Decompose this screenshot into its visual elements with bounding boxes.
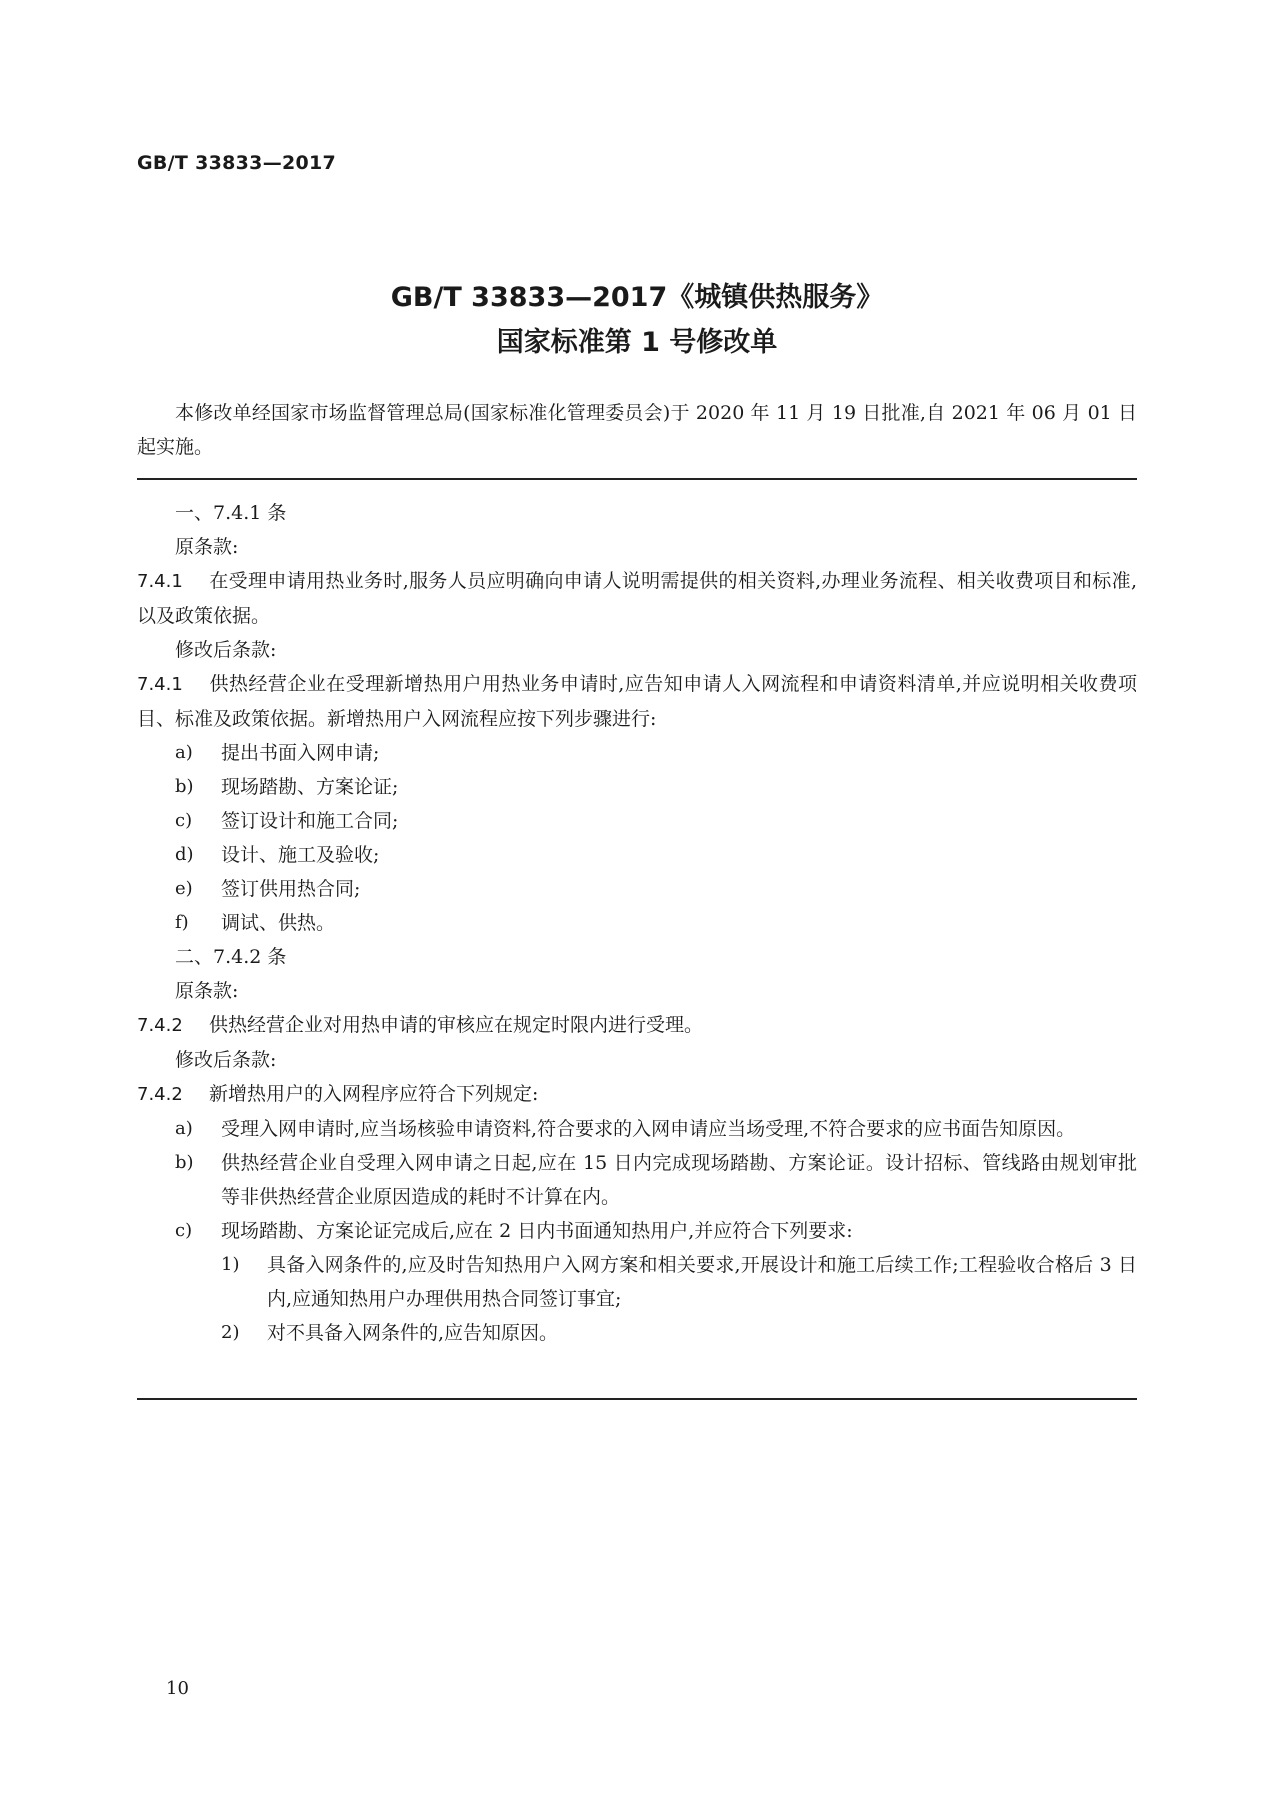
list-marker: d)	[175, 844, 194, 865]
clause-number: 7.4.1	[137, 571, 183, 592]
sub-list-text: 具备入网条件的,应及时告知热用户入网方案和相关要求,开展设计和施工后续工作;工程验收合格后 3 日内,应通知热用户办理供用热合同签订事宜;	[267, 1254, 1137, 1310]
list-item	[137, 872, 1137, 906]
list-text: 现场踏勘、方案论证;	[221, 776, 399, 798]
list-marker: b)	[175, 1152, 194, 1173]
list-text: 现场踏勘、方案论证完成后,应在 2 日内书面通知热用户,并应符合下列要求:	[221, 1220, 853, 1242]
list-text: 签订供用热合同;	[221, 878, 361, 900]
list-item	[137, 906, 1137, 940]
list-text: 调试、供热。	[221, 912, 336, 934]
document-title-line2: 国家标准第 1 号修改单	[496, 327, 778, 358]
section1-revised-label: 修改后条款:	[175, 639, 277, 661]
list-marker: f)	[175, 912, 189, 933]
list-item	[137, 1214, 1137, 1248]
sub-list-item	[137, 1316, 1137, 1350]
list-marker: a)	[175, 742, 193, 763]
list-marker: c)	[175, 810, 193, 831]
section2-revised-label: 修改后条款:	[175, 1049, 277, 1071]
clause-text: 供热经营企业在受理新增热用户用热业务申请时,应告知申请人入网流程和申请资料清单,并应说明相关收费项目、标准及政策依据。新增热用户入网流程应按下列步骤进行:	[137, 673, 1137, 730]
list-text: 签订设计和施工合同;	[221, 810, 399, 832]
section2-revised-clause	[137, 1077, 1137, 1112]
section2-original-label: 原条款:	[175, 980, 239, 1002]
sub-list-text: 对不具备入网条件的,应告知原因。	[267, 1322, 559, 1344]
section1-revised-clause	[137, 667, 1137, 736]
list-item	[137, 736, 1137, 770]
top-divider	[137, 478, 1137, 480]
list-item	[137, 1146, 1137, 1214]
sub-list-marker: 2)	[221, 1322, 240, 1343]
section2-original-clause	[137, 1008, 1137, 1043]
list-text: 提出书面入网申请;	[221, 742, 380, 764]
standard-code-header: GB/T 33833—2017	[137, 152, 337, 174]
list-text: 供热经营企业自受理入网申请之日起,应在 15 日内完成现场踏勘、方案论证。设计招标、管线路由规划审批等非供热经营企业原因造成的耗时不计算在内。	[221, 1152, 1137, 1208]
list-item	[137, 770, 1137, 804]
list-marker: e)	[175, 878, 193, 899]
section1-heading: 一、7.4.1 条	[175, 502, 287, 524]
clause-text: 在受理申请用热业务时,服务人员应明确向申请人说明需提供的相关资料,办理业务流程、相关收费项目和标准,以及政策依据。	[137, 570, 1137, 627]
list-item	[137, 1112, 1137, 1146]
clause-number: 7.4.2	[137, 1084, 183, 1105]
clause-text: 新增热用户的入网程序应符合下列规定:	[209, 1083, 539, 1105]
clause-text: 供热经营企业对用热申请的审核应在规定时限内进行受理。	[209, 1014, 704, 1036]
page-number: 10	[166, 1678, 189, 1699]
list-text: 受理入网申请时,应当场核验申请资料,符合要求的入网申请应当场受理,不符合要求的应书面告知原因。	[221, 1118, 1076, 1140]
sub-list-marker: 1)	[221, 1254, 240, 1275]
list-marker: a)	[175, 1118, 193, 1139]
list-marker: b)	[175, 776, 194, 797]
amendment-body	[137, 496, 1137, 1350]
list-marker: c)	[175, 1220, 193, 1241]
approval-statement: 本修改单经国家市场监督管理总局(国家标准化管理委员会)于 2020 年 11 月 19 日批准,自 2021 年 06 月 01 日起实施。	[137, 402, 1137, 458]
section1-original-clause	[137, 564, 1137, 633]
bottom-divider	[137, 1398, 1137, 1400]
sub-list-item	[137, 1248, 1137, 1316]
section1-original-label: 原条款:	[175, 536, 239, 558]
document-title-line1: GB/T 33833—2017《城镇供热服务》	[390, 282, 884, 313]
section2-heading: 二、7.4.2 条	[175, 946, 287, 968]
clause-number: 7.4.2	[137, 1015, 183, 1036]
list-text: 设计、施工及验收;	[221, 844, 380, 866]
list-item	[137, 838, 1137, 872]
list-item	[137, 804, 1137, 838]
clause-number: 7.4.1	[137, 674, 183, 695]
